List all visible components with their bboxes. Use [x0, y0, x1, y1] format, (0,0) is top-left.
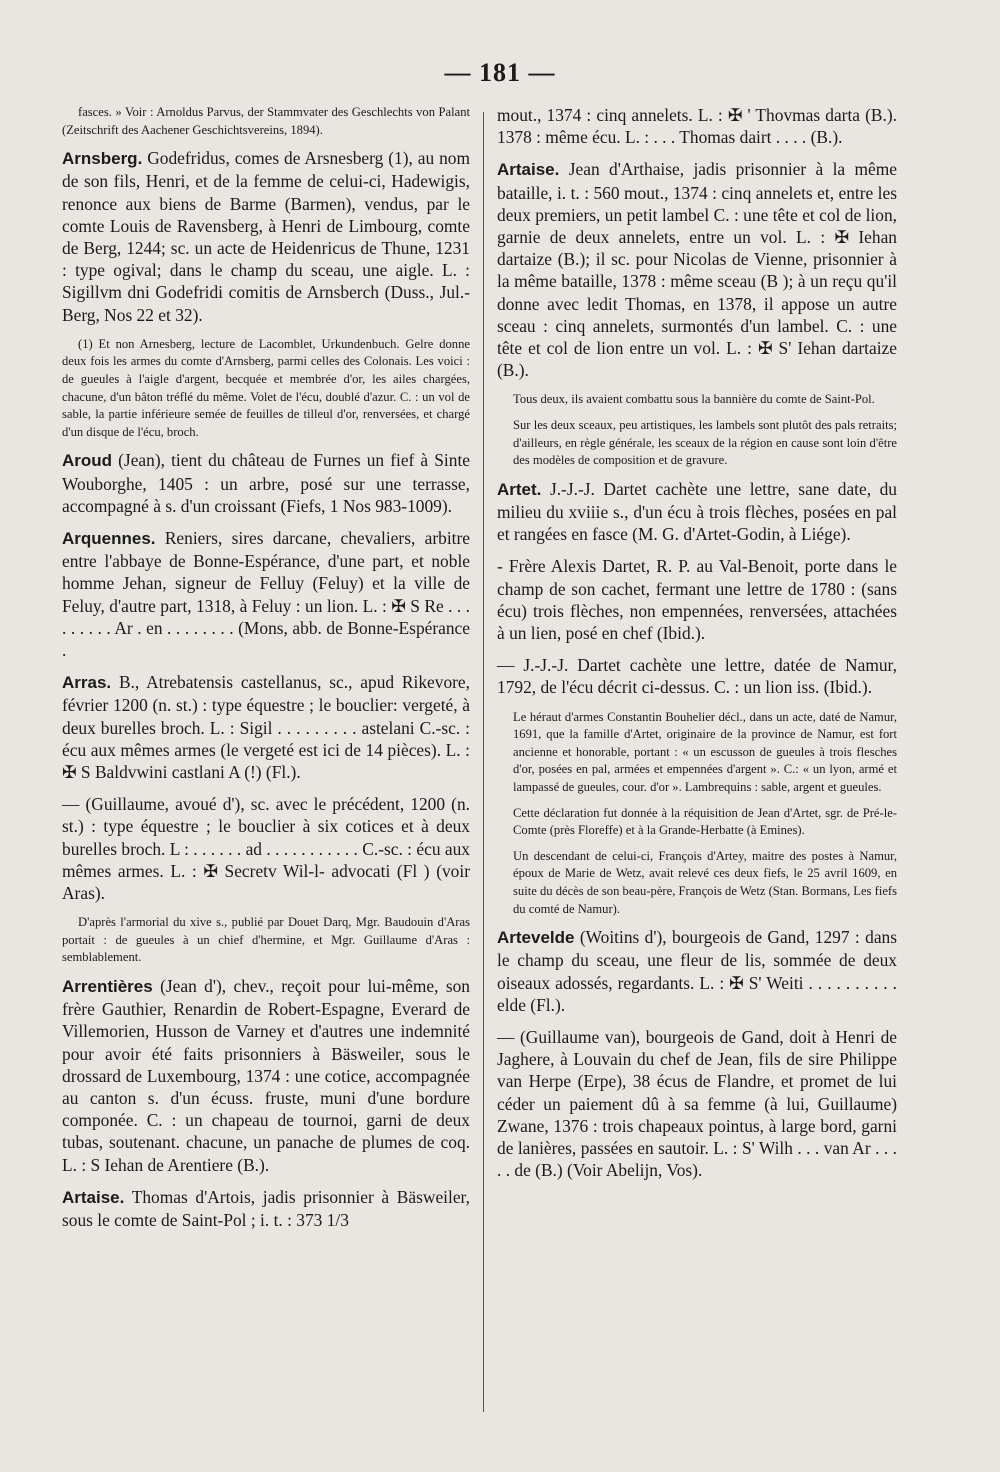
entry-text: — J.-J.-J. Dartet cachète une lettre, datée de Namur, 1792, de l'écu décrit ci-dessus. C. : un lion iss. (Ibid.). [497, 655, 897, 698]
entry-text: J.-J.-J. Dartet cachète une lettre, sane date, du milieu du xviiie s., d'un écu à trois flèches, posées en pal et rangées en fasce (M. G. d'Artet-Godin, à Liége). [497, 478, 897, 545]
dictionary-entry [497, 555, 897, 644]
right-column [497, 104, 897, 1191]
dictionary-entry [62, 449, 470, 517]
column-divider [483, 112, 484, 1412]
dictionary-entry [62, 527, 470, 661]
dictionary-entry [62, 147, 470, 326]
entry-headword: Arnsberg. [62, 149, 143, 169]
dictionary-entry [62, 1186, 470, 1231]
entry-text: Thomas d'Artois, jadis prisonnier à Bäsweiler, sous le comte de Saint-Pol ; i. t. : 373 1/3 [62, 1186, 470, 1231]
entry-headword: Arrentières [62, 977, 153, 997]
entry-text: fasces. » Voir : Arnoldus Parvus, der Stammvater des Geschlechts von Palant (Zeitschrift des Aachener Geschichtsvereins, 1894). [62, 105, 470, 137]
dictionary-entry [497, 654, 897, 698]
footnote [497, 391, 897, 409]
footnote [497, 805, 897, 840]
entry-text: (1) Et non Arnesberg, lecture de Lacomblet, Urkundenbuch. Gelre donne deux fois les armes du comte d'Arnsberg, parmi celles des Colonais. Les voici : de gueules à l'aigle d'argent, becquée et membrée d'or, les ailes chargées, chacune, d'un bâton tréflé du même. Volet de l'écu, doublé d'azur. C. : un vol de sable, la partie inférieure semée de feuilles de tilleul d'or, renversées, et chargé d'un disque de l'écu, broch. [62, 336, 470, 439]
dictionary-entry [497, 478, 897, 546]
dictionary-entry [497, 926, 897, 1016]
dictionary-entry [62, 671, 470, 783]
entry-text: (Woitins d'), bourgeois de Gand, 1297 : dans le champ du sceau, une fleur de lis, sommée de deux oiseaux adossés, regardants. L. : ✠ S' Weiti . . . . . . . . . . elde (Fl.). [497, 927, 897, 1015]
footnote [497, 417, 897, 470]
footnote [62, 914, 470, 967]
left-column [62, 104, 470, 1241]
entry-headword: Aroud [62, 451, 113, 471]
dictionary-entry [62, 975, 470, 1176]
entry-text: (Jean d'), chev., reçoit pour lui-même, son frère Gauthier, Renardin de Robert-Espagne, Everard de Villemorien, Husson de Varney et d'autres une indemnité pour avoir été faits prisonniers à Bäsweiler, sous le drossard de Luxembourg, 1374 : une cotice, accompagnée au canton s. d'un écuss. fruste, muni d'une bordure componée. C. : un chapeau de tournoi, garni de deux tubas, soutenant. chacune, un panache de plumes de coq. L. : S Iehan de Arentiere (B.). [62, 976, 470, 1175]
footnote [62, 104, 470, 139]
entry-text: (Jean), tient du château de Furnes un fief à Sinte Wouborghe, 1405 : un arbre, posé sur une terrasse, accompagné à s. d'un croissant (Fiefs, 1 Nos 983-1009). [62, 450, 470, 516]
entry-text: B., Atrebatensis castellanus, sc., apud Rikevore, février 1200 (n. st.) : type équestre ; le bouclier: vergeté, à deux burelles broch. L. : Sigil . . . . . . . . . astelani C.-sc. : écu aux mêmes armes (le vergeté est ici de 14 pièces). L. : ✠ S Baldvwini castlani A (!) (Fl.). [62, 672, 470, 783]
entry-text: Le héraut d'armes Constantin Bouhelier décl., dans un acte, daté de Namur, 1691, que la famille d'Artet, originaire de la province de Namur, est fort ancienne et honorable, portant : « un escusson de gueules à trois flesches d'or, posées en pal, armées et empennées d'argent ». C.: « un lyon, armé et lampassé de gueules, cour. d'or ». Lambrequins : sable, argent et gueules. [513, 709, 897, 795]
dictionary-entry [497, 1026, 897, 1181]
page-number: — 181 — [444, 58, 556, 87]
entry-text: Tous deux, ils avaient combattu sous la bannière du comte de Saint-Pol. [513, 392, 875, 407]
entry-text: Sur les deux sceaux, peu artistiques, les lambels sont plutôt des pals retraits; d'ailleurs, en règle générale, les sceaux de la région en cause sont loin d'être des modèles de composition et de gravure. [513, 418, 897, 468]
entry-text: Godefridus, comes de Arsnesberg (1), au nom de son fils, Henri, et de la femme de celui-ci, Hadewigis, renonce aux biens de Barme (Barmen), vendus, par le comte Louis de Ravensberg, à Henri de Limbourg, comte de Berg, 1244; sc. un acte de Heidenricus de Thune, 1231 : type ogival; dans le champ du sceau, une aigle. L. : Sigillvm dni Godefridi comitis de Arnsberch (Duss., Jul.-Berg, Nos 22 et 32). [62, 148, 470, 325]
dictionary-entry [497, 158, 897, 381]
footnote [497, 709, 897, 797]
entry-text: D'après l'armorial du xive s., publié par Douet Darq, Mgr. Baudouin d'Aras portait : de gueules à un chief d'hermine, et Mgr. Guillaume d'Aras : semblablement. [62, 915, 470, 965]
entry-headword: Artaise. [497, 160, 560, 180]
entry-text: — (Guillaume, avoué d'), sc. avec le précédent, 1200 (n. st.) : type équestre ; le bouclier à six cotices et à deux burelles broch. L : . . . . . . ad . . . . . . . . . . . C.-sc. : écu aux mêmes armes. L. : ✠ Secretv Wil-l- advocati (Fl ) (voir Aras). [62, 794, 470, 904]
footnote [497, 848, 897, 918]
entry-headword: Artevelde [497, 928, 575, 948]
entry-headword: Artaise. [62, 1187, 125, 1207]
footnote [62, 336, 470, 442]
dictionary-entry [497, 104, 897, 148]
entry-headword: Artet. [497, 479, 542, 499]
entry-text: Un descendant de celui-ci, François d'Artey, maitre des postes à Namur, époux de Marie de Wetz, avait relevé ces deux fiefs, le 25 avril 1609, en suite du décès de son beau-père, François de Wetz (Stan. Bormans, Les fiefs du comté de Namur). [513, 848, 897, 916]
entry-text: mout., 1374 : cinq annelets. L. : ✠ ' Thovmas darta (B.). 1378 : même écu. L. : . . . Thomas dairt . . . . (B.). [497, 105, 897, 148]
dictionary-entry [62, 793, 470, 904]
entry-text: Cette déclaration fut donnée à la réquisition de Jean d'Artet, sgr. de Pré-le-Comte (près Floreffe) et à la Grande-Herbatte (à Emines). [513, 805, 897, 838]
entry-text: - Frère Alexis Dartet, R. P. au Val-Benoit, porte dans le champ de son cachet, fermant une lettre de 1780 : (sans écu) trois flèches, non empennées, renversées, attachées à un lien, posé en chef (Ibid.). [497, 556, 897, 644]
entry-text: — (Guillaume van), bourgeois de Gand, doit à Henri de Jaghere, à Louvain du chef de Jean, fils de sire Philippe van Herpe (Erpe), 38 écus de Flandre, et promet de lui céder un paiement dû à sa femme (à lui, Guillaume) Zwane, 1376 : trois chapeaux pointus, à large bord, garni de lanières, passées en sautoir. L. : S' Wilh . . . van Ar . . . . . de (B.) (Voir Abelijn, Vos). [497, 1026, 897, 1181]
entry-text: Reniers, sires darcane, chevaliers, arbitre entre l'abbaye de Bonne-Espérance, d'une part, et noble homme Jehan, signeur de Felluy (Feluy) et la ville de Feluy, d'autre part, 1318, à Feluy : un lion. L. : ✠ S Re . . . . . . . . . Ar . en . . . . . . . . (Mons, abb. de Bonne-Espérance . [62, 527, 470, 660]
entry-headword: Arquennes. [62, 528, 156, 548]
entry-headword: Arras. [62, 673, 112, 693]
entry-text: Jean d'Arthaise, jadis prisonnier à la même bataille, i. t. : 560 mout., 1374 : cinq annelets et, entre les deux premiers, un petit lambel C. : une tête et col de lion, garnie de deux annelets, entre un vol. L. : ✠ Iehan dartaize (B.); il sc. pour Nicolas de Vienne, prisonnier à la même bataille, 1378 : même sceau (B ); à un reçu qu'il donne avec ledit Thomas, en 1378, il appose un autre sceau : cinq annelets, surmontés d'un lambel. C. : une tête et col de lion entre un vol. L. : ✠ S' Iehan dartaize (B.). [497, 159, 897, 381]
